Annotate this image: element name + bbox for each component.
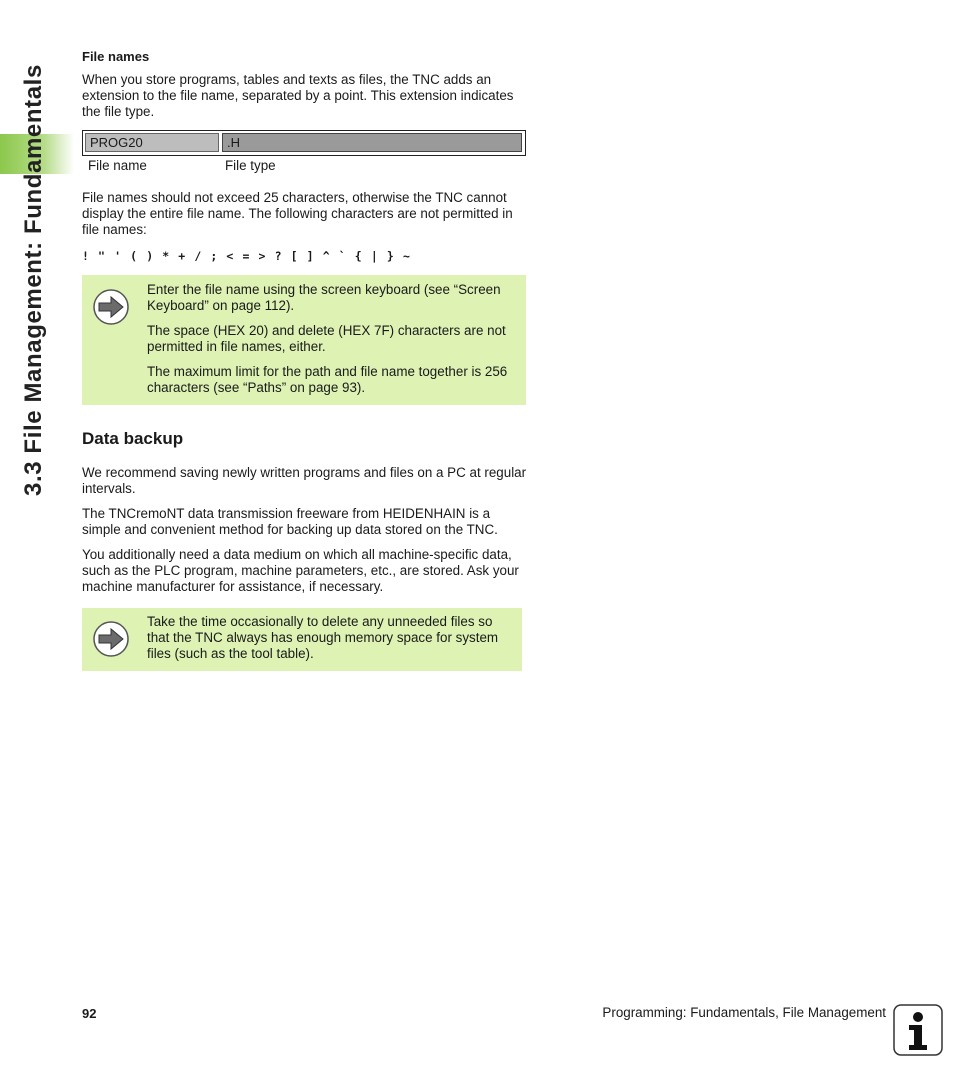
arrow-right-icon (92, 288, 130, 326)
data-backup-paragraph-1: We recommend saving newly written programs and files on a PC at regular intervals. (82, 465, 527, 496)
note1-paragraph-2: The space (HEX 20) and delete (HEX 7F) characters are not permitted in file names, either. (147, 323, 506, 354)
data-backup-body (82, 465, 528, 604)
chapter-title: 3.3 File Management: Fundamentals (20, 64, 47, 496)
page-number: 92 (82, 1006, 97, 1021)
note-text-data-backup (147, 614, 510, 671)
file-names-section (82, 48, 528, 129)
data-backup-heading: Data backup (82, 429, 184, 448)
note-box-data-backup (82, 608, 522, 671)
note2-paragraph-1: Take the time occasionally to delete any unneeded files so that the TNC always has enough memory space for system files (such as the tool table). (147, 614, 499, 661)
note-text-file-names (147, 282, 514, 405)
info-icon (893, 1004, 943, 1056)
arrow-right-icon (92, 620, 130, 658)
filename-example-name: PROG20 (85, 133, 219, 152)
note-box-file-names (82, 275, 526, 405)
filename-example (82, 130, 526, 156)
file-names-intro: When you store programs, tables and texts as files, the TNC adds an extension to the file name, separated by a point. This extension indicates the file type. (82, 72, 514, 119)
label-file-type: File type (225, 158, 276, 173)
label-file-name: File name (88, 158, 147, 173)
note1-paragraph-1: Enter the file name using the screen keyboard (see “Screen Keyboard” on page 112). (147, 282, 501, 313)
footer-section-title: Programming: Fundamentals, File Management (602, 1005, 886, 1020)
file-names-heading: File names (82, 49, 150, 64)
data-backup-paragraph-2: The TNCremoNT data transmission freeware from HEIDENHAIN is a simple and convenient method for backing up data stored on the TNC. (82, 506, 498, 537)
file-names-limit-text: File names should not exceed 25 characters, otherwise the TNC cannot display the entire file name. The following characters are not permitted in file names: (82, 190, 513, 237)
forbidden-characters: ! " ' ( ) * + / ; < = > ? [ ] ^ ` { | } ~ (82, 249, 411, 263)
filename-example-extension: .H (222, 133, 522, 152)
note1-paragraph-3: The maximum limit for the path and file name together is 256 characters (see “Paths” on page 93). (147, 364, 508, 395)
data-backup-paragraph-3: You additionally need a data medium on which all machine-specific data, such as the PLC program, machine parameters, etc., are stored. Ask your machine manufacturer for assistance, if necessary. (82, 547, 519, 594)
